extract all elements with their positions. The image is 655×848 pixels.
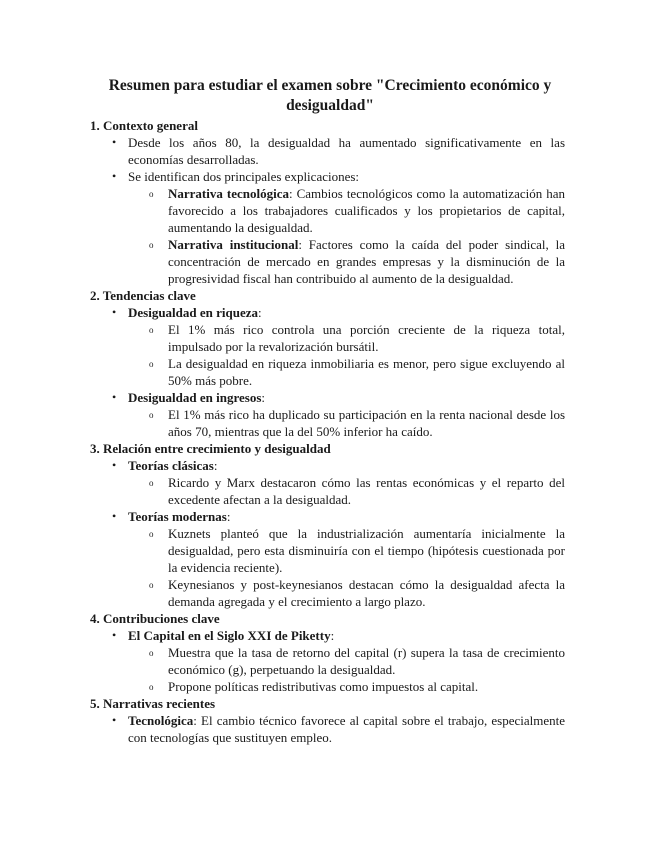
sub-item bbox=[128, 525, 565, 576]
bullet-list bbox=[90, 627, 565, 695]
bullet-text bbox=[128, 389, 565, 406]
item-text: : bbox=[213, 458, 218, 473]
item-text: Desde los años 80, la desigualdad ha aumentado significativamente en las economías desarrolladas. bbox=[128, 135, 565, 167]
sub-list bbox=[128, 321, 565, 389]
item-text: Ricardo y Marx destacaron cómo las rentas económicas y el reparto del excedente afectan a la desigualdad. bbox=[168, 475, 565, 507]
section-heading: 5. Narrativas recientes bbox=[90, 696, 216, 711]
item-label: El Capital en el Siglo XXI de Piketty bbox=[128, 628, 331, 643]
item-text: Se identifican dos principales explicaciones: bbox=[128, 169, 360, 184]
sub-item bbox=[128, 644, 565, 678]
bullet-item bbox=[90, 389, 565, 440]
sub-item bbox=[128, 236, 565, 287]
bullet-text bbox=[128, 134, 565, 168]
section-heading: 4. Contribuciones clave bbox=[90, 611, 220, 626]
item-label: Tecnológica bbox=[128, 713, 194, 728]
sub-item bbox=[128, 185, 565, 236]
bullet-item bbox=[90, 457, 565, 508]
sub-list bbox=[128, 406, 565, 440]
item-label: Narrativa institucional bbox=[168, 237, 299, 252]
item-label: Desigualdad en riqueza bbox=[128, 305, 259, 320]
document-title: Resumen para estudiar el examen sobre "Crecimiento económico y desigualdad" bbox=[108, 77, 552, 114]
sub-list bbox=[128, 185, 565, 287]
section bbox=[90, 287, 565, 440]
bullet-list bbox=[90, 712, 565, 746]
section bbox=[90, 695, 565, 746]
bullet-item bbox=[90, 508, 565, 610]
item-text: Propone políticas redistributivas como impuestos al capital. bbox=[168, 679, 479, 694]
item-text: : bbox=[226, 509, 231, 524]
section-heading: 3. Relación entre crecimiento y desigualdad bbox=[90, 441, 331, 456]
sub-item bbox=[128, 678, 565, 695]
sub-item bbox=[128, 474, 565, 508]
item-label: Narrativa tecnológica bbox=[168, 186, 289, 201]
item-label: Teorías clásicas bbox=[128, 458, 214, 473]
section bbox=[90, 440, 565, 610]
sub-item bbox=[128, 576, 565, 610]
item-text: : Factores como la caída del poder sindical, la concentración de mercado en grandes empresas y la disminución de la progresividad fiscal han contribuido al aumento de la desigualdad. bbox=[168, 237, 565, 286]
sub-item bbox=[128, 406, 565, 440]
document-body bbox=[90, 117, 565, 746]
bullet-item bbox=[90, 627, 565, 695]
item-text: : El cambio técnico favorece al capital sobre el trabajo, especialmente con tecnologías que sustituyen empleo. bbox=[128, 713, 565, 745]
item-label: Teorías modernas bbox=[128, 509, 227, 524]
sub-item bbox=[128, 355, 565, 389]
section bbox=[90, 610, 565, 695]
bullet-list bbox=[90, 134, 565, 287]
sub-list bbox=[128, 525, 565, 610]
bullet-item bbox=[90, 304, 565, 389]
item-text: La desigualdad en riqueza inmobiliaria es menor, pero sigue excluyendo al 50% más pobre. bbox=[168, 356, 565, 388]
bullet-list bbox=[90, 457, 565, 610]
bullet-text bbox=[128, 712, 565, 746]
bullet-list bbox=[90, 304, 565, 440]
bullet-text bbox=[128, 168, 565, 185]
sub-list bbox=[128, 644, 565, 695]
bullet-text bbox=[128, 508, 565, 525]
item-text: Muestra que la tasa de retorno del capital (r) supera la tasa de crecimiento económico (g), perpetuando la desigualdad. bbox=[168, 645, 565, 677]
item-text: El 1% más rico ha duplicado su participación en la renta nacional desde los años 70, mientras que la del 50% inferior ha caído. bbox=[168, 407, 565, 439]
bullet-text bbox=[128, 627, 565, 644]
sub-item bbox=[128, 321, 565, 355]
item-text: : bbox=[330, 628, 335, 643]
sub-list bbox=[128, 474, 565, 508]
item-text: : bbox=[258, 305, 262, 320]
bullet-item bbox=[90, 712, 565, 746]
bullet-item bbox=[90, 168, 565, 287]
item-text: Kuznets planteó que la industrialización aumentaría inicialmente la desigualdad, pero esta disminuiría con el tiempo (hipótesis cuestionada por la evidencia reciente). bbox=[168, 526, 565, 575]
item-text: : Cambios tecnológicos como la automatización han favorecido a los trabajadores cualificados y los propietarios de capital, aumentando la desigualdad. bbox=[168, 186, 565, 235]
section-heading: 2. Tendencias clave bbox=[90, 288, 196, 303]
section-heading: 1. Contexto general bbox=[90, 118, 198, 133]
item-label: Desigualdad en ingresos bbox=[128, 390, 262, 405]
item-text: Keynesianos y post-keynesianos destacan cómo la desigualdad afecta la demanda agregada y el crecimiento a largo plazo. bbox=[168, 577, 565, 609]
item-text: : bbox=[261, 390, 266, 405]
item-text: El 1% más rico controla una porción creciente de la riqueza total, impulsado por la revalorización bursátil. bbox=[168, 322, 565, 354]
section bbox=[90, 117, 565, 287]
bullet-item bbox=[90, 134, 565, 168]
bullet-text bbox=[128, 304, 565, 321]
bullet-text bbox=[128, 457, 565, 474]
